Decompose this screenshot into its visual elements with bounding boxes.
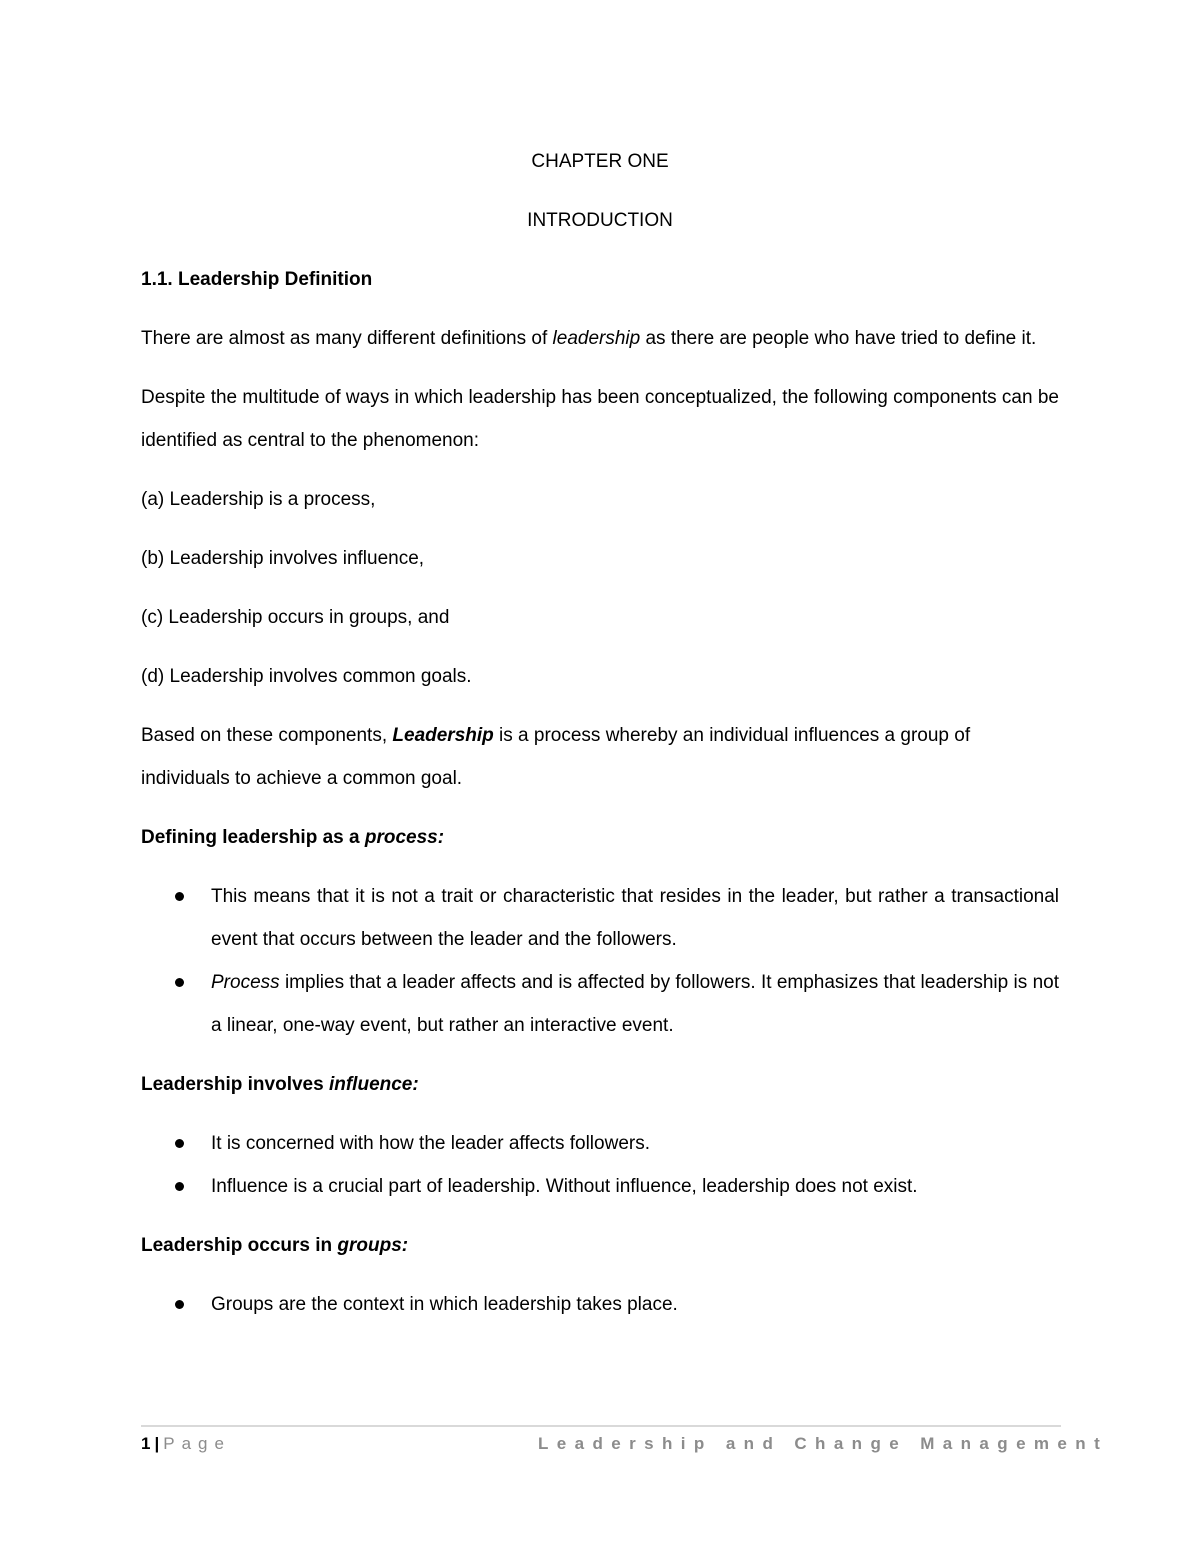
component-item-d: (d) Leadership involves common goals.	[141, 666, 472, 687]
process-bullet-text: This means that it is not a trait or characteristic that resides in the leader, but rather a transactional event that occurs between the leader and the followers.	[211, 886, 1059, 950]
definition-text-before: Based on these components,	[141, 725, 393, 746]
groups-bullet-text: Groups are the context in which leadership takes place.	[211, 1294, 678, 1315]
process-heading-prefix: Defining leadership as a	[141, 827, 365, 848]
influence-heading-prefix: Leadership involves	[141, 1074, 329, 1095]
process-heading	[141, 816, 1059, 859]
components-paragraph: Despite the multitude of ways in which leadership has been conceptualized, the following components can be identified as central to the phenomenon:	[141, 387, 1059, 451]
chapter-title: INTRODUCTION	[527, 210, 673, 231]
component-item-b: (b) Leadership involves influence,	[141, 548, 425, 569]
footer-page-label: Page	[163, 1434, 231, 1453]
intro-text-emphasis: leadership	[552, 328, 641, 349]
list-item	[141, 1122, 1059, 1165]
process-bullet-emphasis: Process	[211, 972, 280, 993]
footer-separator: |	[154, 1434, 160, 1453]
section-heading: 1.1. Leadership Definition	[141, 269, 373, 290]
bullet-icon	[175, 1300, 184, 1309]
groups-heading-prefix: Leadership occurs in	[141, 1235, 338, 1256]
page-footer	[141, 1431, 1109, 1457]
intro-text-after: as there are people who have tried to define it.	[640, 328, 1037, 349]
footer-page-number: 1	[141, 1434, 151, 1453]
bullet-icon	[175, 978, 184, 987]
definition-text-after: is a process whereby an individual influences a group of individuals to achieve a common goal.	[141, 725, 971, 789]
component-item-c: (c) Leadership occurs in groups, and	[141, 607, 450, 628]
process-bullet-list	[141, 875, 1059, 1047]
process-bullet-text: implies that a leader affects and is affected by followers. It emphasizes that leadership is not a linear, one-way event, but rather an interactive event.	[211, 972, 1059, 1036]
list-item	[141, 875, 1059, 961]
page-content	[141, 140, 1059, 1326]
influence-bullet-text: It is concerned with how the leader affects followers.	[211, 1133, 650, 1154]
definition-text-emphasis: Leadership	[392, 725, 494, 746]
bullet-icon	[175, 892, 184, 901]
bullet-icon	[175, 1139, 184, 1148]
footer-document-title: Leadership and Change Management	[538, 1434, 1109, 1453]
groups-bullet-list	[141, 1283, 1059, 1326]
definition-paragraph	[141, 714, 1059, 800]
process-heading-emphasis: process:	[364, 827, 445, 848]
influence-bullet-text: Influence is a crucial part of leadership. Without influence, leadership does not exist.	[211, 1176, 918, 1197]
list-item	[141, 1283, 1059, 1326]
footer-divider	[141, 1425, 1061, 1427]
list-item	[141, 1165, 1059, 1208]
bullet-icon	[175, 1182, 184, 1191]
groups-heading-emphasis: groups:	[337, 1235, 409, 1256]
influence-bullet-list	[141, 1122, 1059, 1208]
chapter-label: CHAPTER ONE	[531, 151, 669, 172]
groups-heading	[141, 1224, 1059, 1267]
list-item	[141, 961, 1059, 1047]
component-item-a: (a) Leadership is a process,	[141, 489, 376, 510]
influence-heading-emphasis: influence:	[328, 1074, 419, 1095]
intro-paragraph	[141, 317, 1059, 360]
intro-text-before: There are almost as many different definitions of	[141, 328, 553, 349]
influence-heading	[141, 1063, 1059, 1106]
